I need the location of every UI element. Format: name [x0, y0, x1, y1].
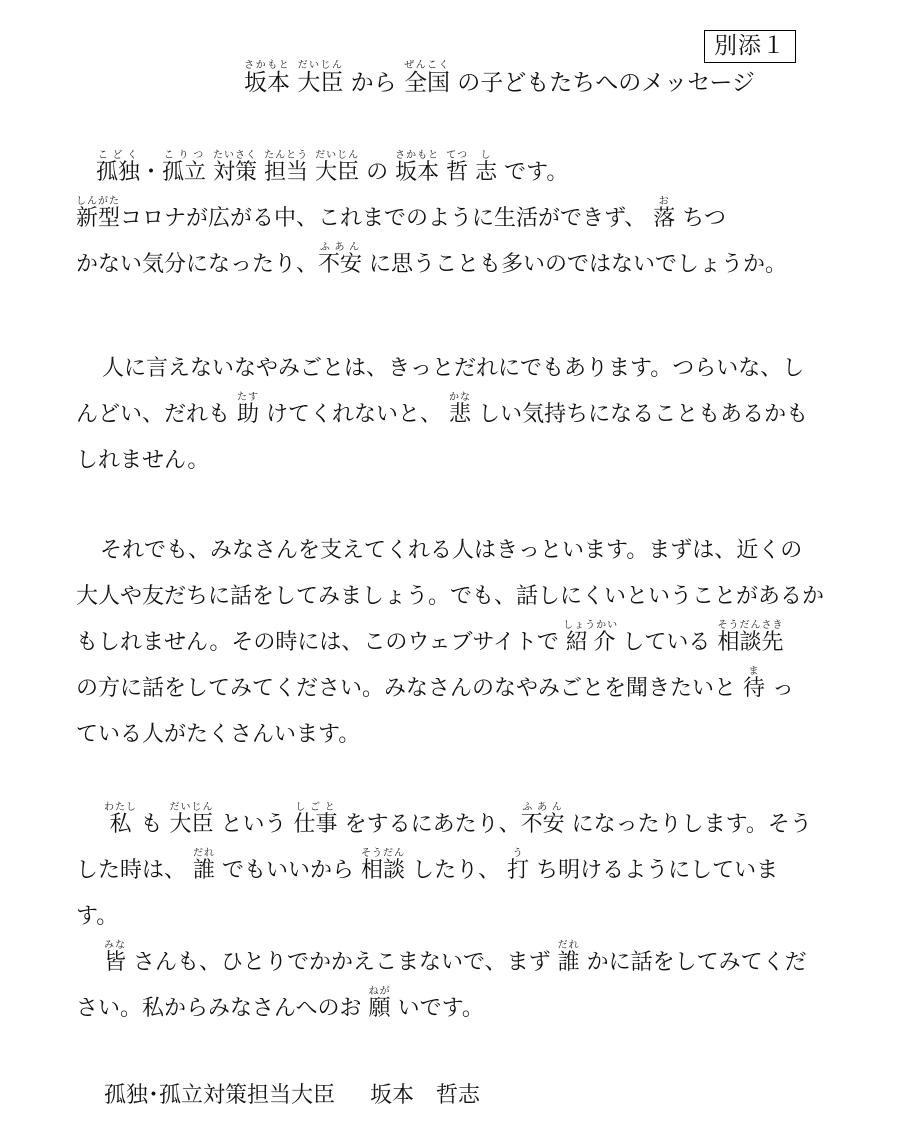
- title-text: から: [350, 70, 397, 96]
- paragraph-line: かない気分になったり、不安ふあん に思うことも多いのではないでしょうか。: [76, 242, 788, 277]
- title-text: の子どもたちへのメッセージ: [457, 70, 755, 96]
- title-ruby-zenkoku: 全国ぜんこく: [403, 60, 450, 96]
- paragraph-support: [76, 528, 825, 758]
- paragraph-line: 新型しんがたコロナが広がる中、これまでのように生活ができず、 落お ちつ: [76, 196, 727, 231]
- paragraph-line: それでも、みなさんを支えてくれる人はきっといます。まずは、近くの: [100, 538, 803, 563]
- paragraph-worries: [76, 346, 809, 484]
- paragraph-line: した時は、 誰だれ でもいいから 相談そうだん したり、 打う ち明けるようにしていま: [76, 848, 779, 883]
- signature-title: 孤独･孤立対策担当大臣: [104, 1083, 336, 1108]
- paragraph-closing: [76, 940, 806, 1032]
- paragraph-line: 人に言えないなやみごとは、きっとだれにでもあります。つらいな、し: [102, 356, 805, 381]
- paragraph-line: もしれません。その時には、このウェブサイトで 紹介しょうかい している 相談先そうだんさき: [76, 620, 784, 655]
- paragraph-minister: [76, 802, 812, 940]
- paragraph-line: ている人がたくさんいます。: [76, 722, 361, 747]
- signature: [104, 1078, 480, 1109]
- paragraph-intro: [76, 150, 806, 288]
- paragraph-line: 孤独こどく・孤立こりつ 対策たいさく 担当たんとう 大臣だいじん の 坂本さかもと 哲てつ 志し です。: [96, 150, 569, 185]
- paragraph-line: 皆みな さんも、ひとりでかかえこまないで、まず 誰だれ かに話をしてみてくだ: [104, 940, 807, 975]
- paragraph-line: 私わたし も 大臣だいじん という 仕事しごと をするにあたり、不安ふあん になったりします。そう: [104, 802, 812, 837]
- paragraph-line: しれません。: [76, 448, 210, 473]
- signature-name: 坂本 哲志: [369, 1083, 480, 1108]
- paragraph-line: んどい、だれも 助たす けてくれないと、 悲かな しい気持ちになることもあるかも: [76, 392, 809, 427]
- paragraph-line: 大人や友だちに話をしてみましょう。でも、話しにくいということがあるか: [76, 584, 825, 609]
- attachment-badge: 別添１: [704, 30, 796, 63]
- paragraph-line: さい。私からみなさんへのお 願ねが いです。: [76, 986, 484, 1021]
- title-ruby-daijin: 大臣だいじん: [297, 60, 344, 96]
- page-title: [244, 60, 804, 97]
- title-ruby-sakamoto: 坂本さかもと: [244, 60, 290, 96]
- paragraph-line: す。: [76, 904, 119, 929]
- paragraph-line: の方に話をしてみてください。みなさんのなやみごとを聞きたいと 待ま っ: [76, 666, 795, 701]
